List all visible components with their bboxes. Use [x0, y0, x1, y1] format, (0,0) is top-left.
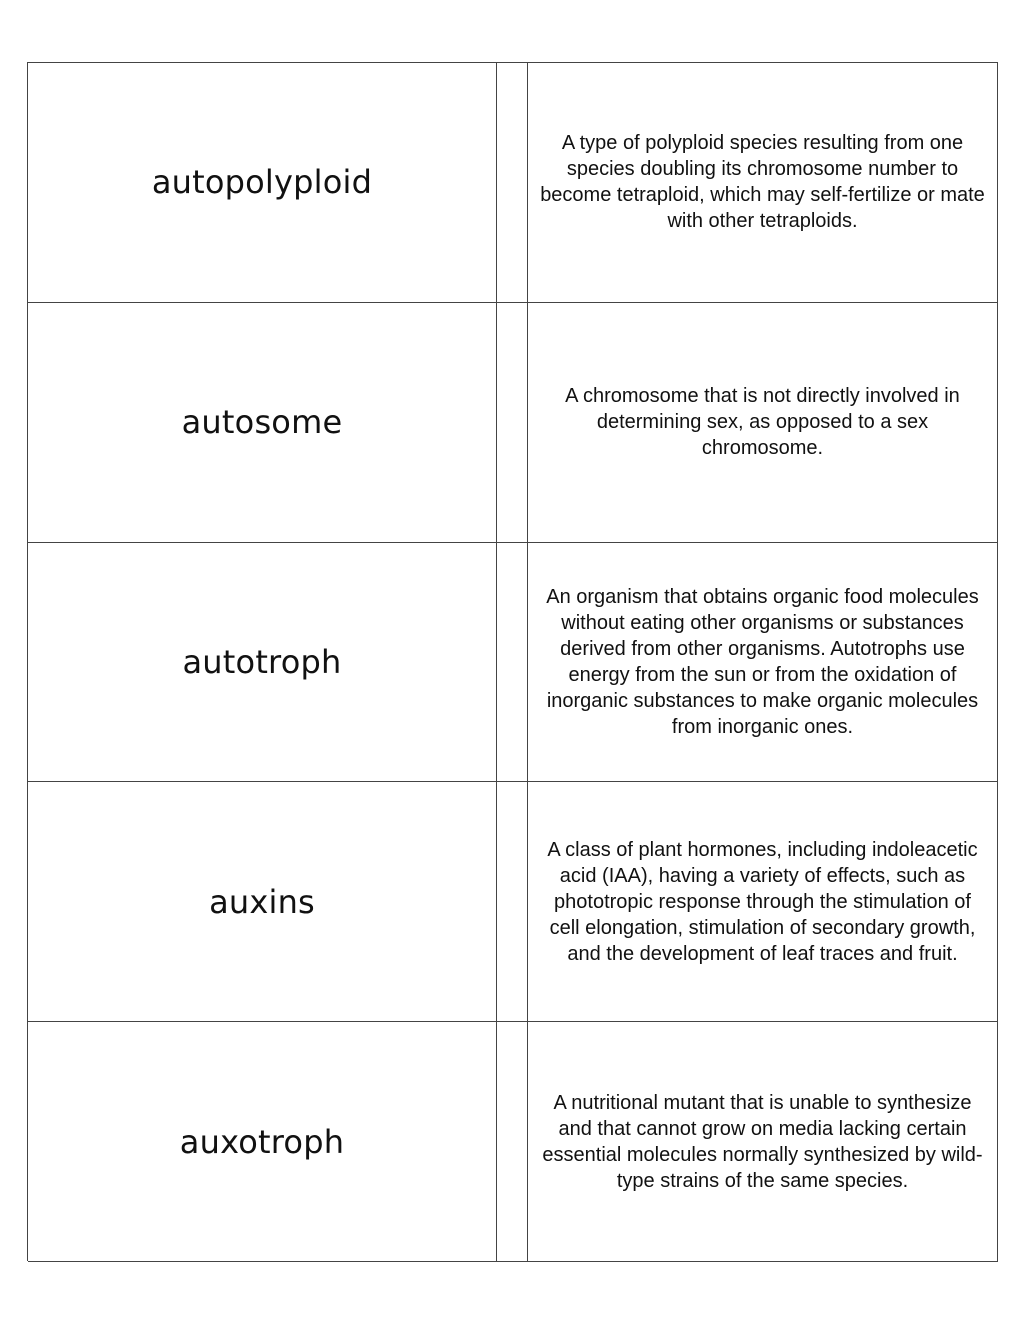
term-text: autopolyploid: [151, 163, 373, 202]
term-cell: [28, 782, 497, 1021]
term-cell: [28, 1022, 497, 1261]
fold-gap: [497, 63, 528, 302]
definition-cell: [528, 1022, 998, 1261]
definition-text: A chromosome that is not directly involved in determining sex, as opposed to a sex chromosome.: [565, 385, 960, 460]
definition-text: An organism that obtains organic food molecules without eating other organisms or substances derived from other organisms. Autotrophs use energy from the sun or from the oxidation of inorganic substances to make organic molecules from inorganic ones.: [546, 585, 979, 738]
definition-cell: [528, 782, 998, 1021]
term-text: autotroph: [182, 642, 342, 681]
flashcard-row: [28, 63, 998, 303]
flashcard-sheet: [27, 62, 998, 1261]
fold-gap: [497, 543, 528, 782]
fold-gap: [497, 1022, 528, 1261]
definition-cell: [528, 63, 998, 302]
definition-text: A type of polyploid species resulting from one species doubling its chromosome number to become tetraploid, which may self-fertilize or mate with other tetraploids.: [540, 132, 985, 233]
term-text: auxotroph: [179, 1122, 345, 1161]
definition-text: A nutritional mutant that is unable to synthesize and that cannot grow on media lacking certain essential molecules normally synthesized by wild-type strains of the same species.: [542, 1091, 983, 1192]
flashcard-row: [28, 782, 998, 1022]
definition-cell: [528, 543, 998, 782]
definition-cell: [528, 303, 998, 542]
term-cell: [28, 543, 497, 782]
term-text: autosome: [181, 403, 343, 442]
term-cell: [28, 303, 497, 542]
flashcard-row: [28, 303, 998, 543]
term-text: auxins: [209, 882, 315, 921]
fold-gap: [497, 782, 528, 1021]
definition-text: A class of plant hormones, including indoleacetic acid (IAA), having a variety of effects, such as phototropic response through the stimulation of cell elongation, stimulation of secondary growth, and the development of leaf traces and fruit.: [547, 838, 978, 965]
term-cell: [28, 63, 497, 302]
flashcard-row: [28, 543, 998, 783]
flashcard-row: [28, 1022, 998, 1262]
fold-gap: [497, 303, 528, 542]
